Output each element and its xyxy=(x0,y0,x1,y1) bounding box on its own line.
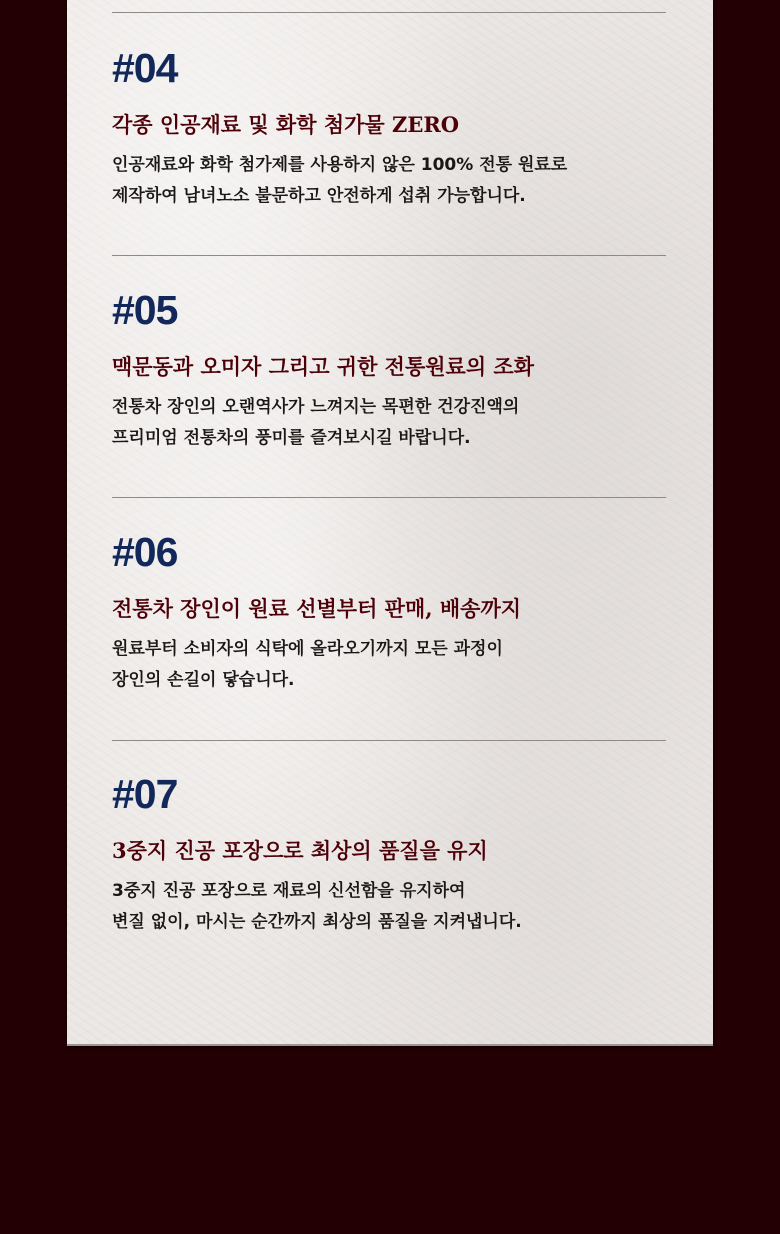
section-divider xyxy=(112,255,666,256)
description-line: 장인의 손길이 닿습니다. xyxy=(112,670,295,690)
description-line: 인공재료와 화학 첨가제를 사용하지 않은 100% 전통 원료로 xyxy=(112,155,568,175)
description-line: 원료부터 소비자의 식탁에 올라오기까지 모든 과정이 xyxy=(112,639,503,659)
section-divider xyxy=(112,12,666,13)
feature-number: #04 xyxy=(112,45,178,91)
feature-title: 각종 인공재료 및 화학 첨가물 ZERO xyxy=(112,112,460,137)
feature-section-04 xyxy=(112,43,672,212)
feature-number: #05 xyxy=(112,287,178,333)
feature-section-06 xyxy=(112,527,672,696)
description-line: 제작하여 남녀노소 불문하고 안전하게 섭취 가능합니다. xyxy=(112,186,526,206)
section-divider xyxy=(112,497,666,498)
description-line: 프리미엄 전통차의 풍미를 즐겨보시길 바랍니다. xyxy=(112,428,471,448)
feature-number: #07 xyxy=(112,771,178,817)
description-line: 3중지 진공 포장으로 재료의 신선함을 유지하여 xyxy=(112,881,466,901)
feature-section-07 xyxy=(112,769,672,938)
feature-number: #06 xyxy=(112,529,178,575)
description-line: 전통차 장인의 오랜역사가 느껴지는 목편한 건강진액의 xyxy=(112,397,520,417)
feature-title: 전통차 장인이 원료 선별부터 판매, 배송까지 xyxy=(112,596,522,621)
feature-section-05 xyxy=(112,285,672,454)
feature-description xyxy=(112,876,672,938)
feature-title: 3중지 진공 포장으로 최상의 품질을 유지 xyxy=(112,838,488,863)
description-line: 변질 없이, 마시는 순간까지 최상의 품질을 지켜냅니다. xyxy=(112,912,522,932)
feature-title: 맥문동과 오미자 그리고 귀한 전통원료의 조화 xyxy=(112,354,534,379)
feature-description xyxy=(112,634,672,696)
paper-panel xyxy=(67,0,713,1046)
feature-description xyxy=(112,150,672,212)
feature-description xyxy=(112,392,672,454)
section-divider xyxy=(112,740,666,741)
